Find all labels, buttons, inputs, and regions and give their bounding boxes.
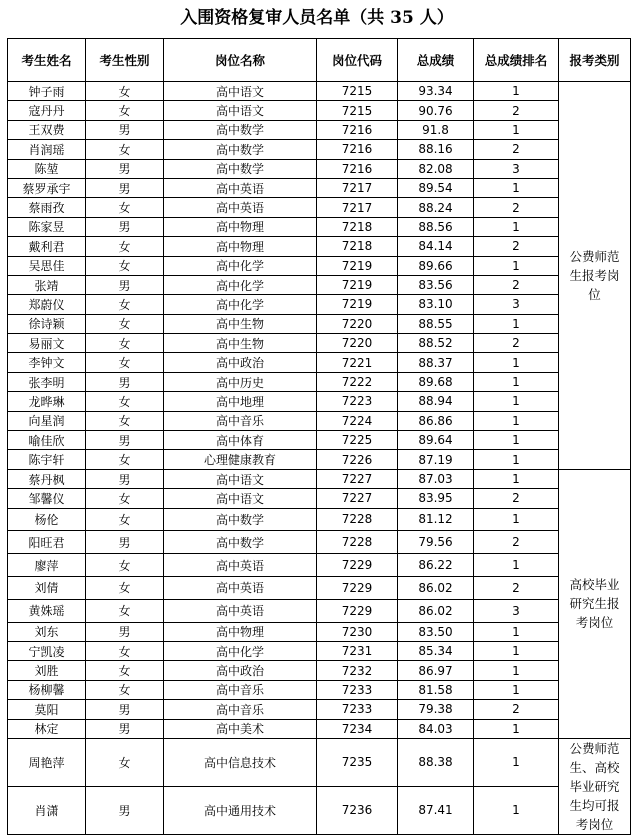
cell-position: 高中英语: [164, 178, 317, 197]
cell-gender: 女: [86, 353, 164, 372]
cell-gender: 男: [86, 275, 164, 294]
table-row: [8, 641, 631, 660]
cell-gender: 男: [86, 531, 164, 554]
cell-score: 88.52: [398, 334, 474, 353]
cell-score: 83.95: [398, 489, 474, 508]
cell-position: 高中化学: [164, 275, 317, 294]
cell-code: 7223: [317, 392, 398, 411]
cell-gender: 男: [86, 159, 164, 178]
cell-gender: 女: [86, 576, 164, 599]
cell-position: 高中数学: [164, 531, 317, 554]
cell-code: 7233: [317, 700, 398, 719]
cell-rank: 1: [474, 353, 559, 372]
table-row: [8, 738, 631, 786]
cell-position: 高中物理: [164, 237, 317, 256]
table-row: [8, 198, 631, 217]
table-row: [8, 140, 631, 159]
cell-position: 高中化学: [164, 295, 317, 314]
cell-code: 7228: [317, 531, 398, 554]
cell-gender: 女: [86, 508, 164, 531]
cell-score: 86.22: [398, 554, 474, 577]
cell-rank: 3: [474, 295, 559, 314]
table-row: [8, 622, 631, 641]
header-gender: 考生性别: [86, 39, 164, 82]
cell-rank: 1: [474, 120, 559, 139]
table-row: [8, 353, 631, 372]
cell-name: 钟子雨: [8, 82, 86, 101]
cell-score: 83.50: [398, 622, 474, 641]
cell-code: 7228: [317, 508, 398, 531]
cell-score: 88.56: [398, 217, 474, 236]
cell-position: 高中信息技术: [164, 738, 317, 786]
cell-score: 91.8: [398, 120, 474, 139]
table-row: [8, 680, 631, 699]
cell-category: 高校毕业研究生报考岗位: [559, 469, 631, 738]
cell-gender: 女: [86, 256, 164, 275]
cell-code: 7218: [317, 237, 398, 256]
cell-position: 高中英语: [164, 198, 317, 217]
cell-score: 89.66: [398, 256, 474, 275]
cell-position: 高中语文: [164, 101, 317, 120]
cell-rank: 1: [474, 431, 559, 450]
cell-rank: 3: [474, 599, 559, 622]
cell-position: 高中数学: [164, 120, 317, 139]
cell-gender: 女: [86, 392, 164, 411]
cell-gender: 女: [86, 334, 164, 353]
cell-rank: 1: [474, 82, 559, 101]
cell-score: 88.24: [398, 198, 474, 217]
cell-name: 龙晔琳: [8, 392, 86, 411]
cell-name: 陈堃: [8, 159, 86, 178]
table-row: [8, 101, 631, 120]
cell-name: 喻佳欣: [8, 431, 86, 450]
cell-name: 莫阳: [8, 700, 86, 719]
table-row: [8, 431, 631, 450]
cell-code: 7229: [317, 576, 398, 599]
cell-code: 7215: [317, 101, 398, 120]
cell-position: 高中化学: [164, 641, 317, 660]
cell-gender: 男: [86, 120, 164, 139]
header-name: 考生姓名: [8, 39, 86, 82]
cell-score: 86.86: [398, 411, 474, 430]
cell-code: 7235: [317, 738, 398, 786]
cell-score: 84.03: [398, 719, 474, 738]
cell-position: 高中生物: [164, 314, 317, 333]
cell-gender: 女: [86, 237, 164, 256]
cell-rank: 2: [474, 198, 559, 217]
cell-position: 高中数学: [164, 140, 317, 159]
cell-score: 89.68: [398, 372, 474, 391]
cell-code: 7216: [317, 159, 398, 178]
table-header-row: [8, 39, 631, 82]
cell-code: 7216: [317, 140, 398, 159]
table-row: [8, 159, 631, 178]
cell-rank: 1: [474, 508, 559, 531]
cell-score: 90.76: [398, 101, 474, 120]
cell-code: 7218: [317, 217, 398, 236]
cell-name: 吴思佳: [8, 256, 86, 275]
cell-name: 李钟文: [8, 353, 86, 372]
cell-score: 85.34: [398, 641, 474, 660]
cell-position: 高中生物: [164, 334, 317, 353]
cell-rank: 1: [474, 256, 559, 275]
cell-name: 蔡罗承宇: [8, 178, 86, 197]
header-category: 报考类别: [559, 39, 631, 82]
cell-code: 7224: [317, 411, 398, 430]
cell-name: 肖潇: [8, 786, 86, 834]
cell-gender: 男: [86, 217, 164, 236]
cell-gender: 女: [86, 198, 164, 217]
cell-position: 高中音乐: [164, 411, 317, 430]
table-row: [8, 120, 631, 139]
cell-gender: 男: [86, 622, 164, 641]
cell-name: 徐诗颖: [8, 314, 86, 333]
page-title: 入围资格复审人员名单（共 35 人）: [180, 8, 454, 28]
cell-rank: 1: [474, 641, 559, 660]
cell-position: 高中历史: [164, 372, 317, 391]
cell-score: 88.55: [398, 314, 474, 333]
cell-rank: 1: [474, 738, 559, 786]
cell-score: 88.38: [398, 738, 474, 786]
cell-gender: 女: [86, 599, 164, 622]
cell-name: 邹馨仪: [8, 489, 86, 508]
cell-name: 杨伦: [8, 508, 86, 531]
cell-rank: 2: [474, 140, 559, 159]
cell-score: 82.08: [398, 159, 474, 178]
cell-name: 刘东: [8, 622, 86, 641]
cell-score: 83.10: [398, 295, 474, 314]
cell-gender: 男: [86, 719, 164, 738]
cell-code: 7219: [317, 275, 398, 294]
cell-score: 79.56: [398, 531, 474, 554]
table-row: [8, 178, 631, 197]
cell-name: 张李明: [8, 372, 86, 391]
table-row: [8, 275, 631, 294]
table-row: [8, 411, 631, 430]
table-row: [8, 661, 631, 680]
cell-position: 高中美术: [164, 719, 317, 738]
cell-name: 郑蔚仪: [8, 295, 86, 314]
cell-score: 86.97: [398, 661, 474, 680]
cell-gender: 女: [86, 738, 164, 786]
cell-code: 7232: [317, 661, 398, 680]
cell-code: 7219: [317, 256, 398, 275]
cell-position: 高中体育: [164, 431, 317, 450]
cell-position: 高中政治: [164, 661, 317, 680]
cell-code: 7229: [317, 599, 398, 622]
table-row: [8, 719, 631, 738]
cell-category: 公费师范生报考岗位: [559, 82, 631, 470]
cell-name: 肖润瑶: [8, 140, 86, 159]
cell-code: 7219: [317, 295, 398, 314]
cell-rank: 3: [474, 159, 559, 178]
cell-name: 向星润: [8, 411, 86, 430]
cell-name: 陈宇轩: [8, 450, 86, 469]
cell-rank: 1: [474, 786, 559, 834]
cell-position: 高中物理: [164, 622, 317, 641]
cell-rank: 1: [474, 372, 559, 391]
cell-gender: 女: [86, 411, 164, 430]
table-row: [8, 450, 631, 469]
cell-gender: 男: [86, 786, 164, 834]
cell-gender: 女: [86, 295, 164, 314]
cell-code: 7231: [317, 641, 398, 660]
cell-position: 高中英语: [164, 576, 317, 599]
cell-code: 7217: [317, 178, 398, 197]
cell-rank: 1: [474, 178, 559, 197]
cell-name: 戴利君: [8, 237, 86, 256]
cell-name: 林定: [8, 719, 86, 738]
cell-name: 廖萍: [8, 554, 86, 577]
cell-name: 刘倩: [8, 576, 86, 599]
cell-gender: 女: [86, 554, 164, 577]
candidate-table: [7, 38, 631, 835]
cell-score: 81.12: [398, 508, 474, 531]
cell-name: 寇丹丹: [8, 101, 86, 120]
cell-rank: 2: [474, 576, 559, 599]
cell-name: 杨柳馨: [8, 680, 86, 699]
cell-rank: 1: [474, 411, 559, 430]
cell-rank: 1: [474, 217, 559, 236]
cell-gender: 男: [86, 178, 164, 197]
header-code: 岗位代码: [317, 39, 398, 82]
table-row: [8, 372, 631, 391]
cell-position: 高中音乐: [164, 700, 317, 719]
cell-code: 7226: [317, 450, 398, 469]
cell-rank: 1: [474, 680, 559, 699]
cell-gender: 女: [86, 680, 164, 699]
cell-score: 88.16: [398, 140, 474, 159]
cell-score: 88.94: [398, 392, 474, 411]
cell-score: 88.37: [398, 353, 474, 372]
cell-rank: 1: [474, 554, 559, 577]
cell-gender: 女: [86, 450, 164, 469]
cell-gender: 女: [86, 641, 164, 660]
cell-position: 高中化学: [164, 256, 317, 275]
table-row: [8, 469, 631, 488]
table-row: [8, 295, 631, 314]
cell-code: 7225: [317, 431, 398, 450]
cell-position: 高中语文: [164, 489, 317, 508]
cell-code: 7221: [317, 353, 398, 372]
cell-rank: 1: [474, 622, 559, 641]
header-rank: 总成绩排名: [474, 39, 559, 82]
table-row: [8, 786, 631, 834]
cell-rank: 2: [474, 275, 559, 294]
table-row: [8, 700, 631, 719]
cell-score: 93.34: [398, 82, 474, 101]
cell-name: 易丽文: [8, 334, 86, 353]
cell-rank: 1: [474, 392, 559, 411]
table-row: [8, 508, 631, 531]
cell-position: 高中数学: [164, 159, 317, 178]
cell-position: 高中通用技术: [164, 786, 317, 834]
cell-gender: 女: [86, 140, 164, 159]
cell-rank: 1: [474, 719, 559, 738]
cell-code: 7220: [317, 334, 398, 353]
cell-score: 87.41: [398, 786, 474, 834]
cell-rank: 2: [474, 237, 559, 256]
cell-position: 高中政治: [164, 353, 317, 372]
cell-score: 86.02: [398, 599, 474, 622]
cell-code: 7230: [317, 622, 398, 641]
cell-code: 7227: [317, 489, 398, 508]
cell-code: 7234: [317, 719, 398, 738]
cell-code: 7229: [317, 554, 398, 577]
table-row: [8, 576, 631, 599]
cell-gender: 男: [86, 372, 164, 391]
cell-code: 7233: [317, 680, 398, 699]
cell-position: 高中数学: [164, 508, 317, 531]
cell-rank: 1: [474, 469, 559, 488]
cell-name: 阳旺君: [8, 531, 86, 554]
cell-position: 心理健康教育: [164, 450, 317, 469]
cell-rank: 2: [474, 489, 559, 508]
cell-score: 86.02: [398, 576, 474, 599]
cell-gender: 女: [86, 314, 164, 333]
cell-position: 高中语文: [164, 82, 317, 101]
table-row: [8, 599, 631, 622]
cell-code: 7220: [317, 314, 398, 333]
cell-name: 刘胜: [8, 661, 86, 680]
cell-score: 89.54: [398, 178, 474, 197]
cell-category: 公费师范生、高校毕业研究生均可报考岗位: [559, 738, 631, 834]
cell-name: 陈家昱: [8, 217, 86, 236]
table-row: [8, 392, 631, 411]
cell-rank: 2: [474, 700, 559, 719]
table-row: [8, 489, 631, 508]
table-row: [8, 82, 631, 101]
table-row: [8, 334, 631, 353]
cell-code: 7222: [317, 372, 398, 391]
cell-name: 周艳萍: [8, 738, 86, 786]
cell-score: 79.38: [398, 700, 474, 719]
cell-code: 7227: [317, 469, 398, 488]
cell-position: 高中语文: [164, 469, 317, 488]
cell-code: 7217: [317, 198, 398, 217]
cell-name: 黄姝瑶: [8, 599, 86, 622]
cell-name: 蔡雨孜: [8, 198, 86, 217]
table-row: [8, 217, 631, 236]
cell-score: 87.03: [398, 469, 474, 488]
cell-position: 高中物理: [164, 217, 317, 236]
cell-rank: 1: [474, 314, 559, 333]
table-row: [8, 237, 631, 256]
cell-rank: 1: [474, 450, 559, 469]
cell-rank: 2: [474, 101, 559, 120]
table-row: [8, 314, 631, 333]
cell-gender: 女: [86, 82, 164, 101]
cell-position: 高中地理: [164, 392, 317, 411]
cell-name: 宁凯凌: [8, 641, 86, 660]
cell-code: 7215: [317, 82, 398, 101]
cell-rank: 2: [474, 531, 559, 554]
cell-gender: 男: [86, 469, 164, 488]
table-row: [8, 554, 631, 577]
cell-rank: 2: [474, 334, 559, 353]
cell-score: 81.58: [398, 680, 474, 699]
cell-position: 高中音乐: [164, 680, 317, 699]
cell-score: 87.19: [398, 450, 474, 469]
cell-rank: 1: [474, 661, 559, 680]
cell-gender: 女: [86, 661, 164, 680]
cell-score: 89.64: [398, 431, 474, 450]
header-position: 岗位名称: [164, 39, 317, 82]
table-row: [8, 531, 631, 554]
cell-code: 7236: [317, 786, 398, 834]
cell-position: 高中英语: [164, 554, 317, 577]
cell-gender: 男: [86, 700, 164, 719]
cell-code: 7216: [317, 120, 398, 139]
cell-gender: 女: [86, 101, 164, 120]
cell-score: 83.56: [398, 275, 474, 294]
table-row: [8, 256, 631, 275]
cell-name: 蔡丹枫: [8, 469, 86, 488]
header-score: 总成绩: [398, 39, 474, 82]
cell-score: 84.14: [398, 237, 474, 256]
cell-gender: 女: [86, 489, 164, 508]
cell-name: 张靖: [8, 275, 86, 294]
cell-name: 王双费: [8, 120, 86, 139]
cell-position: 高中英语: [164, 599, 317, 622]
cell-gender: 男: [86, 431, 164, 450]
